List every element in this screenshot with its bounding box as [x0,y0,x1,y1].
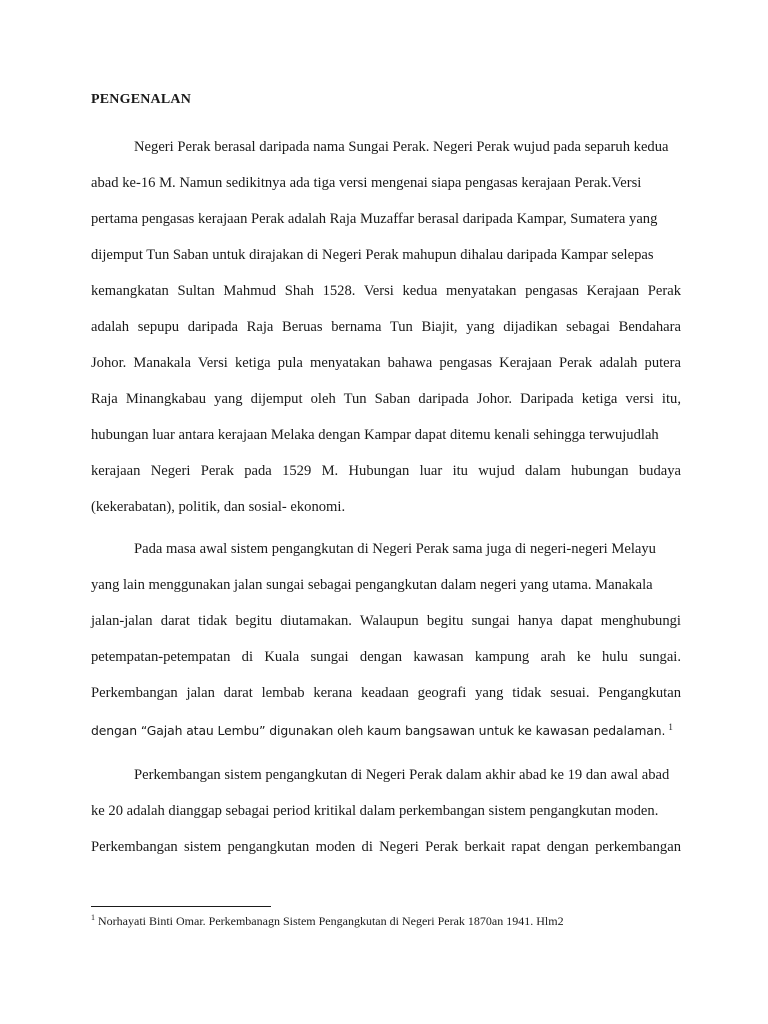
paragraph-line: kerajaan Negeri Perak pada 1529 M. Hubungan luar itu wujud dalam hubungan budaya [91,463,681,479]
footnote-text: Norhayati Binti Omar. Perkembanagn Sistem Pengangkutan di Negeri Perak 1870an 1941. Hlm2 [98,914,564,928]
paragraph-line: Perkembangan jalan darat lembab kerana keadaan geografi yang tidak sesuai. Pengangkutan [91,685,681,701]
paragraph-line: Perkembangan sistem pengangkutan di Negeri Perak dalam akhir abad ke 19 dan awal abad [134,767,670,783]
paragraph-line: hubungan luar antara kerajaan Melaka dengan Kampar dapat ditemu kenali sehingga terwujudlah [91,427,659,443]
footnote [91,914,564,929]
paragraph-line: abad ke-16 M. Namun sedikitnya ada tiga versi mengenai siapa pengasas kerajaan Perak.Versi [91,175,642,191]
paragraph-line: Negeri Perak berasal daripada nama Sungai Perak. Negeri Perak wujud pada separuh kedua [134,139,669,155]
paragraph-line: dijemput Tun Saban untuk dirajakan di Negeri Perak mahupun dihalau daripada Kampar selepas [91,247,654,263]
footnote-separator [91,906,271,907]
paragraph-line: kemangkatan Sultan Mahmud Shah 1528. Versi kedua menyatakan pengasas Kerajaan Perak [91,283,681,299]
paragraph-line: adalah sepupu daripada Raja Beruas bernama Tun Biajit, yang dijadikan sebagai Bendahara [91,319,681,335]
section-heading: PENGENALAN [91,92,192,107]
paragraph-line: Johor. Manakala Versi ketiga pula menyatakan bahawa pengasas Kerajaan Perak adalah putera [91,355,681,371]
paragraph-line: (kekerabatan), politik, dan sosial- ekonomi. [91,499,346,515]
paragraph-line: ke 20 adalah dianggap sebagai period kritikal dalam perkembangan sistem pengangkutan moden. [91,803,659,819]
paragraph-line-with-footnote-ref [91,721,681,741]
paragraph-line: Perkembangan sistem pengangkutan moden di Negeri Perak berkait rapat dengan perkembangan [91,839,681,855]
paragraph-line: pertama pengasas kerajaan Perak adalah Raja Muzaffar berasal daripada Kampar, Sumatera yang [91,211,658,227]
paragraph-line-text: dengan “Gajah atau Lembu” digunakan oleh kaum bangsawan untuk ke kawasan pedalaman. [91,723,666,738]
paragraph-line: jalan-jalan darat tidak begitu diutamakan. Walaupun begitu sungai hanya dapat menghubungi [91,613,681,629]
footnote-number: 1 [91,913,95,922]
paragraph-line: Raja Minangkabau yang dijemput oleh Tun Saban daripada Johor. Daripada ketiga versi itu, [91,391,681,407]
footnote-reference[interactable]: 1 [668,721,673,732]
paragraph-line: petempatan-petempatan di Kuala sungai dengan kawasan kampung arah ke hulu sungai. [91,649,681,665]
paragraph-line: yang lain menggunakan jalan sungai sebagai pengangkutan dalam negeri yang utama. Manakala [91,577,653,593]
paragraph-line: Pada masa awal sistem pengangkutan di Negeri Perak sama juga di negeri-negeri Melayu [134,541,656,557]
